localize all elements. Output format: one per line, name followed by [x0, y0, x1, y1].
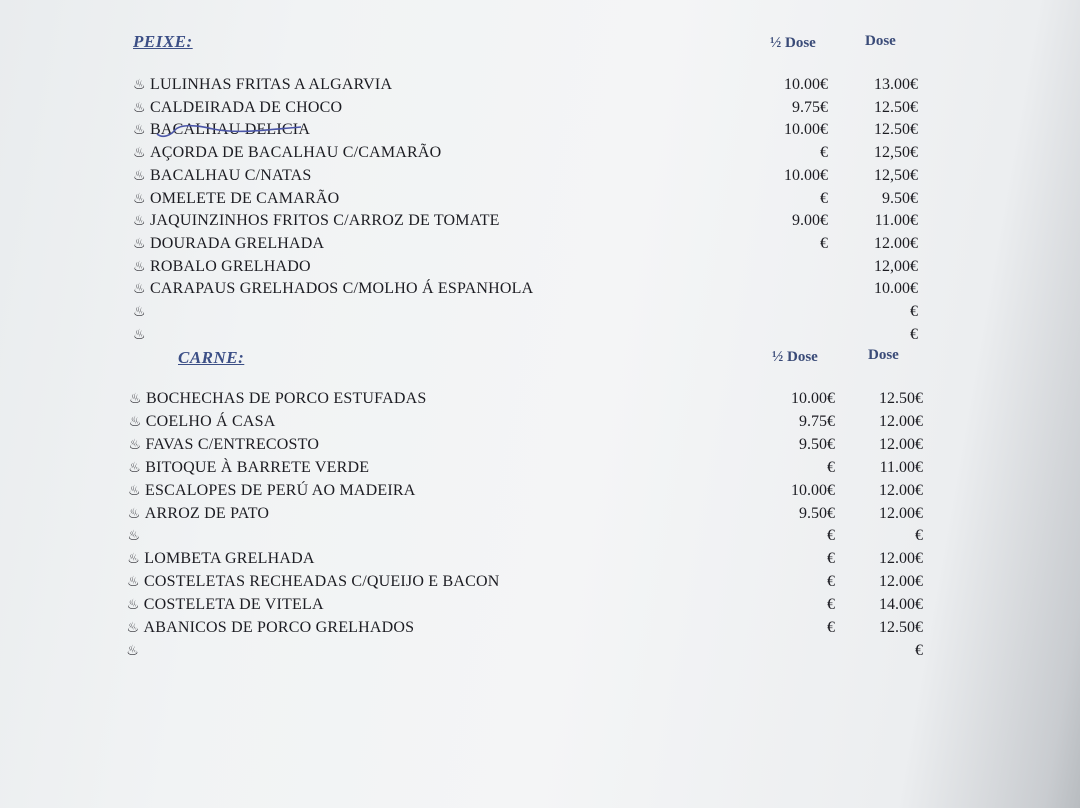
- dose-price: 10.00€: [874, 280, 918, 298]
- col-header-dose-carne: Dose: [868, 347, 899, 363]
- dish-symbol-icon: ♨: [126, 642, 139, 659]
- menu-item-row: [129, 434, 949, 456]
- dish-symbol-icon: ♨: [128, 436, 142, 453]
- menu-item-row: [129, 411, 949, 433]
- dose-price: 11.00€: [874, 212, 918, 230]
- dose-price: 9.50€: [882, 189, 918, 207]
- half-dose-price: 9.00€: [792, 212, 828, 230]
- dish-name: DOURADA GRELHADA: [150, 234, 325, 252]
- dish-name: JAQUINZINHOS FRITOS C/ARROZ DE TOMATE: [150, 212, 500, 230]
- menu-item-row: [129, 388, 949, 410]
- menu-item-row: [127, 548, 947, 570]
- dish-symbol-icon: ♨: [133, 326, 146, 343]
- dish-name: ESCALOPES DE PERÚ AO MADEIRA: [145, 481, 416, 499]
- col-header-half-dose-peixe: ½ Dose: [770, 35, 816, 51]
- dose-price: 14.00€: [879, 596, 923, 614]
- dish-symbol-icon: ♨: [133, 167, 146, 184]
- menu-item-row: [126, 640, 946, 662]
- menu-item-row: [133, 74, 953, 96]
- half-dose-price: 10.00€: [784, 121, 828, 139]
- half-dose-price: 9.75€: [799, 412, 835, 430]
- dish-symbol-icon: ♨: [133, 235, 146, 252]
- dose-price: 12,50€: [874, 166, 918, 184]
- menu-item-row: [128, 503, 948, 525]
- dish-name: LOMBETA GRELHADA: [144, 550, 315, 568]
- menu-item-row: [127, 571, 947, 593]
- dish-name: ABANICOS DE PORCO GRELHADOS: [143, 619, 415, 636]
- menu-item-row: [128, 525, 948, 547]
- half-dose-price: 10.00€: [784, 76, 828, 93]
- dish-symbol-icon: ♨: [126, 597, 140, 614]
- menu-item-row: [133, 301, 953, 323]
- menu-item-row: [127, 617, 947, 639]
- half-dose-price: 9.50€: [799, 504, 835, 522]
- half-dose-price: €: [820, 189, 828, 207]
- dish-name: BOCHECHAS DE PORCO ESTUFADAS: [146, 390, 427, 407]
- dish-symbol-icon: ♨: [129, 391, 142, 407]
- dose-price: 12.00€: [879, 481, 923, 499]
- dish-symbol-icon: ♨: [133, 122, 146, 139]
- dish-name: BACALHAU DELICIA: [150, 121, 311, 139]
- menu-item-row: [133, 97, 953, 119]
- menu-item-row: [133, 119, 953, 141]
- dish-name: LULINHAS FRITAS A ALGARVIA: [150, 76, 393, 93]
- dish-symbol-icon: ♨: [133, 145, 146, 162]
- half-dose-price: €: [827, 619, 835, 636]
- col-header-dose-peixe: Dose: [865, 33, 896, 49]
- half-dose-price: €: [827, 458, 835, 476]
- menu-item-row: [133, 324, 953, 346]
- dish-name: BACALHAU C/NATAS: [150, 166, 312, 184]
- half-dose-price: 9.75€: [792, 98, 828, 116]
- dose-price: 12.50€: [879, 619, 923, 636]
- dose-price: 12.00€: [879, 504, 923, 522]
- menu-item-row: [133, 188, 953, 210]
- dose-price: 12.50€: [874, 121, 918, 139]
- half-dose-price: €: [827, 596, 835, 614]
- dish-symbol-icon: ♨: [133, 77, 146, 93]
- menu-item-row: [127, 594, 947, 616]
- dish-symbol-icon: ♨: [133, 281, 146, 298]
- half-dose-price: €: [827, 550, 835, 568]
- dish-name: COSTELETA DE VITELA: [143, 596, 324, 614]
- dish-symbol-icon: ♨: [126, 620, 140, 636]
- dose-price: 12.00€: [879, 435, 923, 453]
- dish-name: CALDEIRADA DE CHOCO: [150, 98, 343, 116]
- dish-symbol-icon: ♨: [127, 574, 140, 591]
- dose-price: 12.00€: [879, 412, 923, 430]
- dose-price: €: [915, 641, 923, 659]
- dish-symbol-icon: ♨: [133, 99, 146, 116]
- dose-price: €: [910, 325, 918, 343]
- dish-name: AÇORDA DE BACALHAU C/CAMARÃO: [150, 144, 442, 162]
- dish-symbol-icon: ♨: [133, 304, 146, 320]
- dish-name: COELHO Á CASA: [145, 412, 276, 430]
- menu-item-row: [133, 142, 953, 164]
- dish-name: BITOQUE À BARRETE VERDE: [145, 458, 370, 476]
- half-dose-price: 10.00€: [784, 166, 828, 184]
- section-heading-carne: CARNE:: [178, 348, 245, 367]
- menu-item-row: [133, 256, 953, 278]
- half-dose-price: €: [820, 144, 828, 162]
- col-header-half-dose-carne: ½ Dose: [772, 349, 818, 365]
- dish-symbol-icon: ♨: [133, 213, 146, 230]
- dose-price: 11.00€: [879, 458, 923, 476]
- dose-price: 12.00€: [879, 573, 923, 591]
- half-dose-price: 10.00€: [791, 481, 835, 499]
- dish-name: ROBALO GRELHADO: [150, 257, 311, 275]
- dish-symbol-icon: ♨: [128, 459, 141, 476]
- half-dose-price: 10.00€: [791, 390, 835, 407]
- dose-price: €: [915, 527, 923, 545]
- dish-symbol-icon: ♨: [127, 551, 140, 568]
- dish-symbol-icon: ♨: [127, 528, 141, 545]
- menu-item-row: [133, 210, 953, 232]
- menu-item-row: [133, 233, 953, 255]
- dish-name: CARAPAUS GRELHADOS C/MOLHO Á ESPANHOLA: [150, 280, 534, 298]
- half-dose-price: 9.50€: [799, 435, 835, 453]
- dish-symbol-icon: ♨: [128, 413, 142, 430]
- dish-name: COSTELETAS RECHEADAS C/QUEIJO E BACON: [144, 573, 500, 591]
- dish-symbol-icon: ♨: [133, 190, 146, 207]
- dose-price: 12.00€: [874, 234, 918, 252]
- dose-price: 13.00€: [874, 76, 918, 93]
- half-dose-price: €: [827, 527, 835, 545]
- dish-name: OMELETE DE CAMARÃO: [150, 189, 340, 207]
- dish-symbol-icon: ♨: [128, 482, 141, 499]
- dose-price: 12,00€: [874, 257, 918, 275]
- menu-item-row: [133, 165, 953, 187]
- dish-symbol-icon: ♨: [127, 505, 141, 522]
- menu-item-row: [128, 480, 948, 502]
- menu-item-row: [128, 457, 948, 479]
- menu-item-row: [133, 278, 953, 300]
- dose-price: 12.50€: [874, 98, 918, 116]
- half-dose-price: €: [820, 234, 828, 252]
- dish-symbol-icon: ♨: [133, 258, 146, 275]
- section-heading-peixe: PEIXE:: [133, 32, 193, 51]
- dish-name: ARROZ DE PATO: [144, 504, 270, 522]
- dose-price: 12.00€: [879, 550, 923, 568]
- dose-price: 12.50€: [879, 390, 923, 407]
- dose-price: €: [910, 303, 918, 320]
- half-dose-price: €: [827, 573, 835, 591]
- dose-price: 12,50€: [874, 144, 918, 162]
- dish-name: FAVAS C/ENTRECOSTO: [145, 435, 320, 453]
